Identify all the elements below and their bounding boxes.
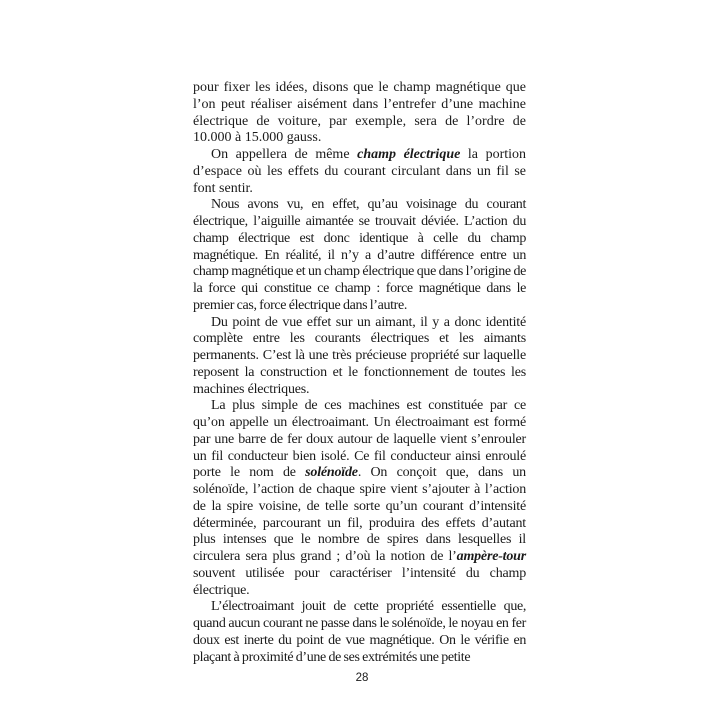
paragraph-2 [193, 147, 526, 197]
paragraph-5-text-c: souvent utilisée pour caractériser l’intensité du champ électrique. [193, 565, 526, 598]
paragraph-1 [193, 80, 526, 147]
term-ampere-tour: ampère-tour [456, 549, 526, 564]
paragraph-2-text-b: la portion d’espace où les effets du courant circulant dans un fil se font sentir. [193, 147, 527, 196]
paragraph-2-text-a: On appellera de même [211, 147, 358, 162]
paragraph-5-text-a: La plus simple de ces machines est constituée par ce qu’on appelle un électroaimant. Un électroaimant est formé par une barre de fer doux autour de laquelle vient s’enrouler un fil conducteur bien isolé. Ce fil conducteur ainsi enroulé porte le nom de [193, 398, 526, 481]
body-text [193, 80, 526, 666]
paragraph-6 [193, 599, 526, 666]
paragraph-5-text-b: . On conçoit que, dans un solénoïde, l’action de chaque spire vient s’ajouter à l’action de la spire voisine, de telle sorte qu’un courant d’intensité déterminée, parcourant un fil, produira des effets d’autant plus intenses que le nombre de spires dans lesquelles il circulera sera plus grand ; d’où la notion de l’ [193, 465, 526, 564]
term-solenoide: solénoïde [305, 465, 358, 481]
paragraph-5 [193, 398, 526, 599]
page-number: 28 [355, 672, 369, 684]
paragraph-6-text: L’électroaimant jouit de cette propriété essentielle que, quand aucun courant ne passe dans le solénoïde, le noyau en fer doux est inerte du point de vue magnétique. On le vérifie en plaçant à proximité d’une de ses extrémités une petite [193, 599, 526, 665]
paragraph-3-text: Nous avons vu, en effet, qu’au voisinage du courant électrique, l’aiguille aimantée se trouvait déviée. L’action du champ électrique est donc identique à celle du champ magnétique. En réalité, il n’y a d’autre différence entre un champ magnétique et un champ électrique que dans l’origine de la force qui constitue ce champ : force magnétique dans le premier cas, force électrique dans l’autre. [193, 197, 526, 313]
paragraph-4-text: Du point de vue effet sur un aimant, il y a donc identité complète entre les courants électriques et les aimants permanents. C’est là une très précieuse propriété sur laquelle reposent la construction et le fonctionnement de toutes les machines électriques. [193, 314, 526, 397]
paragraph-4 [193, 315, 526, 399]
term-champ-electrique: champ électrique [357, 147, 461, 162]
paragraph-1-text: pour fixer les idées, disons que le champ magnétique que l’on peut réaliser aisément dans l’entrefer d’une machine électrique de voiture, par exemple, sera de l’ordre de 10.000 à 15.000 gauss. [193, 80, 526, 146]
paragraph-3 [193, 197, 526, 314]
